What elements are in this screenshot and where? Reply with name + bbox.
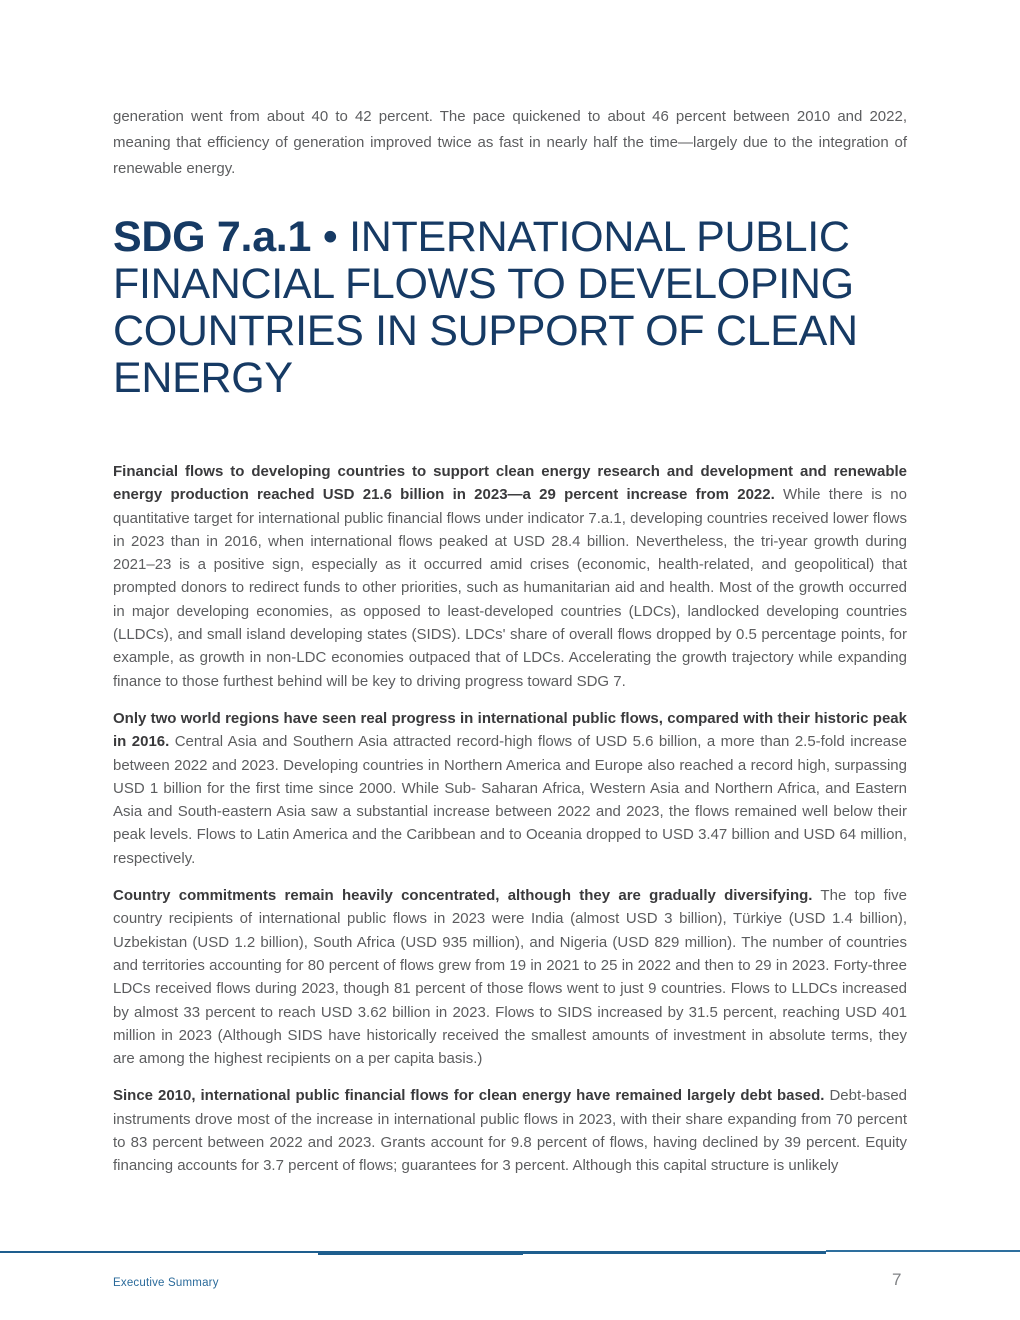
paragraph-body: The top five country recipients of international public flows in 2023 were India (almost USD 3 billion), Türkiye (USD 1.4 billion), Uzbekistan (USD 1.2 billion), South Africa (USD 935 million), and Nigeria (USD 829 million). The number of countries and territories accounting for 80 percent of flows grew from 19 in 2021 to 25 in 2022 and then to 29 in 2023. Forty-three LDCs received flows during 2023, though 81 percent of those flows went to just 9 countries. Flows to LLDCs increased by almost 33 percent to reach USD 3.62 billion in 2023. Flows to SIDS increased by 31.5 percent, reaching USD 401 million in 2023 (Although SIDS have historically received the smallest amounts of investment in absolute terms, they are among the highest recipients on a per capita basis.) (113, 887, 907, 1068)
paragraph-body: Central Asia and Southern Asia attracted record-high flows of USD 5.6 billion, a more than 2.5-fold increase between 2022 and 2023. Developing countries in Northern America and Europe also reached a record high, surpassing USD 1 billion for the first time since 2000. While Sub- Saharan Africa, Western Asia and Northern Africa, and Eastern Asia and South-eastern Asia saw a substantial increase between 2022 and 2023, the flows remained well below their peak levels. Flows to Latin America and the Caribbean and to Oceania dropped to USD 3.47 billion and USD 64 million, respectively. (113, 733, 907, 867)
page-title (113, 214, 907, 402)
page-number: 7 (892, 1270, 902, 1289)
page-title-line (113, 214, 907, 261)
paragraph (113, 460, 907, 693)
footer-section-label: Executive Summary (113, 1277, 219, 1289)
paragraph-lead: Financial flows to developing countries to support clean energy research and development and renewable energy production reached USD 21.6 billion in 2023—a 29 percent increase from 2022. (113, 463, 907, 504)
paragraph (113, 1084, 907, 1177)
paragraph (113, 884, 907, 1070)
footer-rule-segment (523, 1251, 826, 1254)
page-title-line: ENERGY (113, 354, 293, 402)
sdg-indicator-label: SDG 7.a.1 (113, 213, 312, 261)
paragraph-lead: Since 2010, international public financial flows for clean energy have remained largely debt based. (113, 1087, 825, 1105)
paragraph-lead: Country commitments remain heavily concentrated, although they are gradually diversifying. (113, 887, 813, 905)
paragraph-body: Debt-based instruments drove most of the increase in international public flows in 2023, with their share expanding from 70 percent to 83 percent between 2022 and 2023. Grants account for 9.8 percent of flows, having declined by 39 percent. Equity financing accounts for 3.7 percent of flows; guarantees for 3 percent. Although this capital structure is unlikely (113, 1087, 908, 1175)
paragraph (113, 707, 907, 870)
footer-rule-segment (318, 1251, 523, 1255)
content-column (113, 0, 907, 1192)
footer-rule-segment (826, 1250, 1020, 1252)
page-title-line1-rest: • INTERNATIONAL PUBLIC (311, 213, 850, 261)
footer-rule-segment (0, 1251, 318, 1253)
continuation-paragraph: generation went from about 40 to 42 percent. The pace quickened to about 46 percent between 2010 and 2022, meaning that efficiency of generation improved twice as fast in nearly half the time—largely due to the integration of renewable energy. (113, 108, 907, 177)
body-paragraphs (113, 460, 907, 1178)
paragraph-lead: Only two world regions have seen real progress in international public flows, compared with their historic peak in 2016. (113, 709, 907, 751)
page-title-line: FINANCIAL FLOWS TO DEVELOPING (113, 260, 854, 308)
paragraph-body: While there is no quantitative target for international public financial flows under indicator 7.a.1, developing countries received lower flows in 2023 than in 2016, when international flows peaked at USD 28.4 billion. Nevertheless, the tri-year growth during 2021–23 is a positive sign, especially as it occurred amid crises (economic, health-related, and geopolitical) that prompted donors to redirect funds to other priorities, such as humanitarian aid and health. Most of the growth occurred in major developing economies, as opposed to least-developed countries (LDCs), landlocked developing countries (LLDCs), and small island developing states (SIDS). LDCs' share of overall flows dropped by 0.5 percentage points, for example, as growth in non-LDC economies outpaced that of LDCs. Accelerating the growth trajectory while expanding finance to those furthest behind will be key to driving progress toward SDG 7. (113, 486, 907, 690)
page-title-line: COUNTRIES IN SUPPORT OF CLEAN (113, 307, 858, 355)
